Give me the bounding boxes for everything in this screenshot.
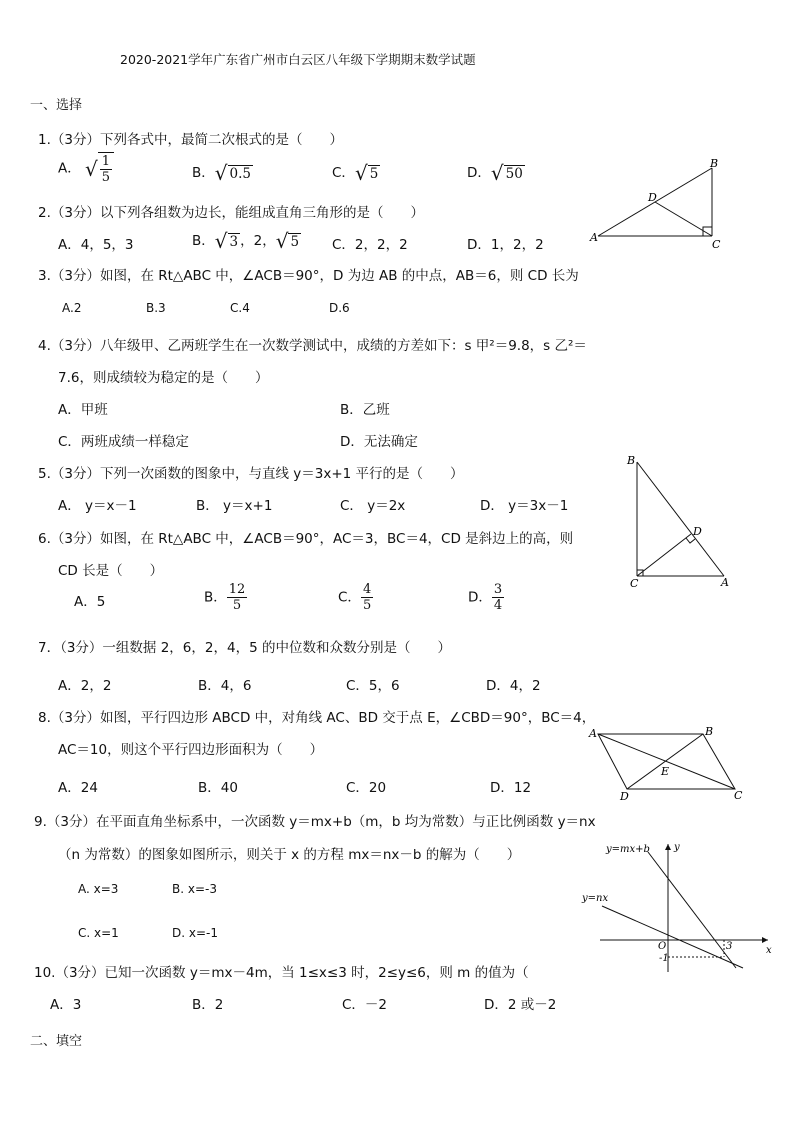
question-6-stem-line-2: CD 长是（ ） bbox=[58, 563, 164, 579]
section-heading-fill: 二、填空 bbox=[30, 1034, 83, 1049]
fig3-label-b: B bbox=[705, 725, 714, 738]
fig3-label-a: A bbox=[589, 727, 597, 740]
q4-option-d: D．无法确定 bbox=[340, 434, 418, 450]
q4-option-b: B．乙班 bbox=[340, 402, 390, 418]
q5-option-c: C． y＝2x bbox=[340, 498, 406, 514]
question-6-stem-line-1: 6.（3分）如图，在 Rt△ABC 中，∠ACB＝90°，AC＝3，BC＝4，CD 是斜边上的高，则 bbox=[38, 531, 574, 547]
fig3-label-c: C bbox=[734, 789, 743, 802]
question-8-stem-line-1: 8.（3分）如图，平行四边形 ABCD 中，对角线 AC、BD 交于点 E，∠CBD＝90°，BC＝4， bbox=[38, 710, 596, 726]
q10-option-c: C．－2 bbox=[342, 997, 388, 1013]
q1-option-b-label: B． bbox=[192, 165, 215, 181]
fig4-label-origin: O bbox=[658, 941, 667, 952]
section-heading-choice: 一、选择 bbox=[30, 98, 83, 113]
q1-a-numerator: 1 bbox=[101, 154, 111, 169]
q2-option-b: B． √ 3 ，2， √ 5 bbox=[192, 229, 300, 253]
figure-q9-graph bbox=[578, 838, 778, 978]
fig1-label-b: B bbox=[710, 157, 719, 170]
q1-a-denominator: 5 bbox=[101, 170, 111, 185]
q6-option-c bbox=[338, 582, 373, 613]
q6-option-d bbox=[468, 582, 504, 613]
q8-option-c: C．20 bbox=[346, 780, 387, 796]
q6-option-b-label: B． bbox=[204, 589, 227, 606]
q9-option-c: C. x=1 bbox=[78, 926, 119, 940]
fig4-label-line2: y=nx bbox=[582, 893, 609, 904]
fig3-label-d: D bbox=[620, 790, 629, 802]
q6-c-denominator: 5 bbox=[362, 598, 372, 613]
question-2-stem: 2.（3分）以下列各组数为边长，能组成直角三角形的是（ ） bbox=[38, 205, 424, 221]
q7-option-b: B．4，6 bbox=[198, 678, 252, 694]
fig3-diagonal-bd bbox=[627, 734, 703, 789]
q1-d-radicand: 50 bbox=[505, 165, 523, 182]
q7-option-a: A．2，2 bbox=[58, 678, 112, 694]
figure-q8-parallelogram bbox=[585, 722, 745, 802]
question-9-stem-line-2: （n 为常数）的图象如图所示，则关于 x 的方程 mx＝nx－b 的解为（ ） bbox=[58, 847, 521, 863]
fig4-label-y: y bbox=[674, 842, 680, 853]
q8-option-a: A．24 bbox=[58, 780, 98, 796]
q1-option-a-label: A． bbox=[58, 160, 81, 177]
fig2-side-ba bbox=[637, 462, 724, 576]
q10-option-d: D．2 或－2 bbox=[484, 997, 557, 1013]
q6-b-denominator: 5 bbox=[232, 598, 242, 613]
figure-q3-triangle bbox=[588, 155, 728, 250]
fig2-right-angle-mark-d bbox=[686, 538, 695, 543]
fig4-x-arrow bbox=[762, 937, 768, 943]
q5-option-a: A． y＝x－1 bbox=[58, 498, 137, 514]
q1-b-radicand: 0.5 bbox=[229, 165, 251, 182]
fig4-label-neg1: -1 bbox=[659, 953, 669, 964]
page-title: 2020-2021学年广东省广州市白云区八年级下学期期末数学试题 bbox=[120, 52, 476, 67]
q8-option-b: B．40 bbox=[198, 780, 238, 796]
q4-option-a: A．甲班 bbox=[58, 402, 108, 418]
fig2-label-a: A bbox=[721, 576, 729, 588]
q7-option-d: D．4，2 bbox=[486, 678, 541, 694]
question-4-stem-line-1: 4.（3分）八年级甲、乙两班学生在一次数学测试中，成绩的方差如下：s 甲²＝9.8，s 乙²＝ bbox=[38, 338, 587, 354]
figure-q6-triangle bbox=[624, 452, 734, 588]
fig4-label-x: x bbox=[766, 945, 772, 956]
q1-option-a-sqrt: √ $\frac{1}{5}$ bbox=[85, 152, 114, 185]
q1-option-c: C． √ 5 bbox=[332, 161, 379, 185]
q6-c-numerator: 4 bbox=[362, 582, 372, 597]
fig2-label-c: C bbox=[630, 577, 639, 588]
q6-d-numerator: 3 bbox=[493, 582, 503, 597]
question-9-stem-line-1: 9.（3分）在平面直角坐标系中，一次函数 y＝mx+b（m，b 均为常数）与正比例函数 y＝nx bbox=[34, 814, 596, 830]
q5-option-d: D． y＝3x－1 bbox=[480, 498, 569, 514]
q3-option-c: C.4 bbox=[230, 301, 250, 315]
q10-option-a: A．3 bbox=[50, 997, 82, 1013]
q2-b-radicand-2: 5 bbox=[290, 233, 300, 250]
q1-option-c-label: C． bbox=[332, 165, 355, 181]
q3-option-b: B.3 bbox=[146, 301, 166, 315]
q1-option-d-label: D． bbox=[467, 165, 491, 181]
q6-option-a: A．5 bbox=[74, 594, 106, 610]
question-7-stem: 7．（3分）一组数据 2，6，2，4，5 的中位数和众数分别是（ ） bbox=[38, 640, 451, 656]
q3-option-d: D.6 bbox=[329, 301, 350, 315]
q2-b-middle: ，2， bbox=[240, 233, 276, 249]
q6-d-denominator: 4 bbox=[493, 598, 503, 613]
q6-option-b bbox=[204, 582, 247, 613]
q1-option-b: B． √ 0.5 bbox=[192, 161, 251, 185]
q9-option-d: D. x=-1 bbox=[172, 926, 218, 940]
q9-option-a: A. x=3 bbox=[78, 882, 119, 896]
fig3-diagonal-ac bbox=[598, 734, 735, 789]
q5-option-b: B． y＝x+1 bbox=[196, 498, 273, 514]
q3-option-a: A.2 bbox=[62, 301, 82, 315]
q2-option-d: D．1，2，2 bbox=[467, 237, 544, 253]
q2-option-b-label: B． bbox=[192, 233, 215, 249]
q6-b-numerator: 12 bbox=[228, 582, 246, 597]
q1-option-d: D． √ 50 bbox=[467, 161, 523, 185]
question-8-stem-line-2: AC＝10，则这个平行四边形面积为（ ） bbox=[58, 742, 324, 758]
q8-option-d: D．12 bbox=[490, 780, 532, 796]
fig1-label-d: D bbox=[648, 191, 657, 204]
fig3-label-e: E bbox=[661, 765, 670, 778]
fig4-label-line1: y=mx+b bbox=[606, 844, 650, 855]
fig2-label-d: D bbox=[693, 525, 702, 538]
question-3-stem: 3.（3分）如图，在 Rt△ABC 中，∠ACB＝90°，D 为边 AB 的中点，AB＝6，则 CD 长为 bbox=[38, 268, 579, 284]
q2-option-c: C．2，2，2 bbox=[332, 237, 408, 253]
q9-option-b: B. x=-3 bbox=[172, 882, 217, 896]
q10-option-b: B．2 bbox=[192, 997, 224, 1013]
question-1-stem: 1.（3分）下列各式中，最简二次根式的是（ ） bbox=[38, 132, 343, 148]
fig1-label-c: C bbox=[712, 238, 721, 250]
question-5-stem: 5.（3分）下列一次函数的图象中，与直线 y＝3x+1 平行的是（ ） bbox=[38, 466, 464, 482]
q4-option-c: C．两班成绩一样稳定 bbox=[58, 434, 189, 450]
fig4-line-nx bbox=[602, 906, 743, 968]
question-4-stem-line-2: 7.6，则成绩较为稳定的是（ ） bbox=[58, 370, 269, 386]
fig4-y-arrow bbox=[665, 844, 671, 850]
fig2-altitude-cd bbox=[637, 534, 691, 576]
fig1-label-a: A bbox=[590, 231, 598, 244]
q2-option-a: A．4，5，3 bbox=[58, 237, 134, 253]
fig4-label-3: 3 bbox=[726, 941, 733, 952]
q6-option-d-label: D． bbox=[468, 589, 492, 606]
q6-option-c-label: C． bbox=[338, 589, 361, 606]
q1-c-radicand: 5 bbox=[369, 165, 379, 182]
q1-option-a bbox=[58, 152, 114, 185]
fig2-label-b: B bbox=[627, 454, 636, 467]
q2-b-radicand-1: 3 bbox=[229, 233, 239, 250]
question-10-stem: 10.（3分）已知一次函数 y＝mx－4m，当 1≤x≤3 时，2≤y≤6，则 m 的值为（ bbox=[34, 965, 529, 981]
q7-option-c: C．5，6 bbox=[346, 678, 400, 694]
